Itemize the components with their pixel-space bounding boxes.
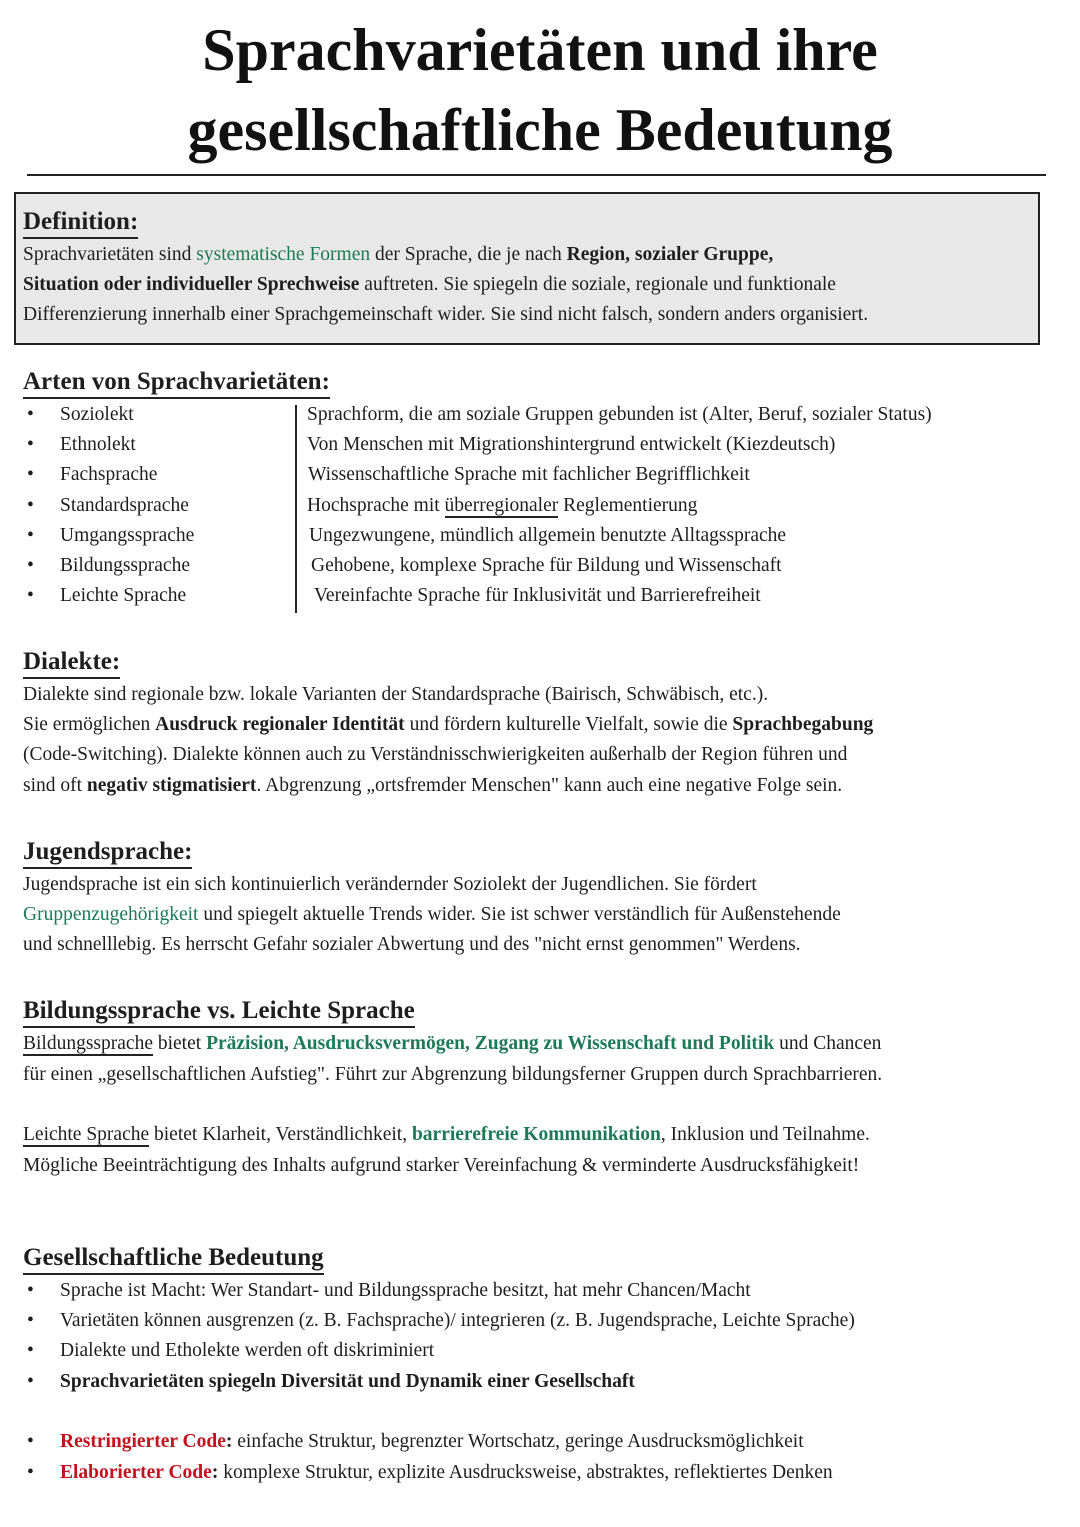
page-title: [0, 10, 1080, 170]
bullet-icon: •: [27, 1462, 34, 1483]
list-item: Varietäten können ausgrenzen (z. B. Fachsprache)/ integrieren (z. B. Jugendsprache, Leichte Sprache): [60, 1310, 855, 1331]
term-label: Soziolekt: [60, 404, 134, 425]
dialekte-line-4: sind oft negativ stigmatisiert. Abgrenzung „ortsfremder Menschen" kann auch eine negative Folge sein.: [23, 775, 843, 796]
term-description: Hochsprache mit überregionaler Reglementierung: [307, 495, 698, 516]
term-description: Sprachform, die am soziale Gruppen gebunden ist (Alter, Beruf, sozialer Status): [307, 404, 932, 425]
bullet-icon: •: [27, 585, 34, 606]
term-description: Gehobene, komplexe Sprache für Bildung und Wissenschaft: [311, 555, 782, 576]
list-item: Sprache ist Macht: Wer Standart- und Bildungssprache besitzt, hat mehr Chancen/Macht: [60, 1280, 751, 1301]
dialekte-line-2: Sie ermöglichen Ausdruck regionaler Identität und fördern kulturelle Vielfalt, sowie die Sprachbegabung: [23, 714, 874, 735]
bullet-icon: •: [27, 1431, 34, 1452]
restringierter-code-term: Restringierter Code: [60, 1431, 226, 1452]
term-description: Ungezwungene, mündlich allgemein benutzte Alltagssprache: [309, 525, 787, 546]
title-line-2: gesellschaftliche Bedeutung: [187, 97, 893, 163]
bullet-icon: •: [27, 404, 34, 425]
bullet-icon: •: [27, 1310, 34, 1331]
bullet-icon: •: [27, 1280, 34, 1301]
dialekte-heading: Dialekte:: [23, 647, 120, 679]
title-line-1: Sprachvarietäten und ihre: [202, 17, 878, 83]
bildung-line-4: Mögliche Beeinträchtigung des Inhalts aufgrund starker Vereinfachung & verminderte Ausdrucksfähigkeit!: [23, 1155, 860, 1176]
bullet-icon: •: [27, 1340, 34, 1361]
term-description: Von Menschen mit Migrationshintergrund entwickelt (Kiezdeutsch): [307, 434, 836, 455]
term-label: Fachsprache: [60, 464, 158, 485]
bullet-icon: •: [27, 525, 34, 546]
jugendsprache-line-1: Jugendsprache ist ein sich kontinuierlich verändernder Soziolekt der Jugendlichen. Sie fördert: [23, 874, 757, 895]
arten-heading: Arten von Sprachvarietäten:: [23, 367, 330, 399]
dialekte-line-3: (Code-Switching). Dialekte können auch zu Verständnisschwierigkeiten außerhalb der Region führen und: [23, 744, 848, 765]
definition-line-3: Differenzierung innerhalb einer Sprachgemeinschaft wider. Sie sind nicht falsch, sondern anders organisiert.: [23, 304, 869, 325]
arten-column-divider: [295, 405, 297, 613]
list-item: Restringierter Code: einfache Struktur, begrenzter Wortschatz, geringe Ausdrucksmöglichkeit: [60, 1431, 804, 1452]
elaborierter-code-term: Elaborierter Code: [60, 1462, 212, 1483]
list-item: Dialekte und Etholekte werden oft diskriminiert: [60, 1340, 435, 1361]
bullet-icon: •: [27, 434, 34, 455]
bullet-icon: •: [27, 1371, 34, 1392]
highlight-gruppenzugehoerigkeit: Gruppenzugehörigkeit: [23, 904, 199, 925]
term-label: Umgangssprache: [60, 525, 195, 546]
highlight-bildungssprache-benefits: Präzision, Ausdrucksvermögen, Zugang zu Wissenschaft und Politik: [206, 1033, 775, 1054]
term-description: Vereinfachte Sprache für Inklusivität und Barrierefreiheit: [314, 585, 761, 606]
term-label: Leichte Sprache: [60, 585, 187, 606]
bildung-heading: Bildungssprache vs. Leichte Sprache: [23, 996, 415, 1028]
bildung-line-1: Bildungssprache bietet Präzision, Ausdrucksvermögen, Zugang zu Wissenschaft und Politik und Chancen: [23, 1033, 882, 1054]
term-label: Bildungssprache: [60, 555, 190, 576]
definition-line-2: Situation oder individueller Sprechweise auftreten. Sie spiegeln die soziale, regionale und funktionale: [23, 274, 836, 295]
definition-heading: Definition:: [23, 207, 138, 239]
definition-line-1: Sprachvarietäten sind systematische Formen der Sprache, die je nach Region, sozialer Gruppe,: [23, 244, 774, 265]
bildung-line-3: Leichte Sprache bietet Klarheit, Verständlichkeit, barrierefreie Kommunikation, Inklusion und Teilnahme.: [23, 1124, 870, 1145]
bullet-icon: •: [27, 464, 34, 485]
bullet-icon: •: [27, 555, 34, 576]
jugendsprache-heading: Jugendsprache:: [23, 837, 192, 869]
bullet-icon: •: [27, 495, 34, 516]
list-item: Sprachvarietäten spiegeln Diversität und Dynamik einer Gesellschaft: [60, 1371, 635, 1392]
term-description: Wissenschaftliche Sprache mit fachlicher Begrifflichkeit: [308, 464, 750, 485]
jugendsprache-line-3: und schnelllebig. Es herrscht Gefahr sozialer Abwertung und des "nicht ernst genommen" Werdens.: [23, 934, 801, 955]
term-label: Ethnolekt: [60, 434, 136, 455]
jugendsprache-line-2: Gruppenzugehörigkeit und spiegelt aktuelle Trends wider. Sie ist schwer verständlich für Außenstehende: [23, 904, 841, 925]
dialekte-line-1: Dialekte sind regionale bzw. lokale Varianten der Standardsprache (Bairisch, Schwäbisch, etc.).: [23, 684, 769, 705]
highlight-systematische-formen: systematische Formen: [196, 244, 371, 265]
highlight-barrierefreie-kommunikation: barrierefreie Kommunikation: [411, 1124, 661, 1145]
bildung-line-2: für einen „gesellschaftlichen Aufstieg". Führt zur Abgrenzung bildungsferner Gruppen durch Sprachbarrieren.: [23, 1064, 883, 1085]
gesellschaft-heading: Gesellschaftliche Bedeutung: [23, 1243, 324, 1275]
list-item: Elaborierter Code: komplexe Struktur, explizite Ausdrucksweise, abstraktes, reflektiertes Denken: [60, 1462, 833, 1483]
term-label: Standardsprache: [60, 495, 189, 516]
title-divider: [27, 174, 1046, 176]
